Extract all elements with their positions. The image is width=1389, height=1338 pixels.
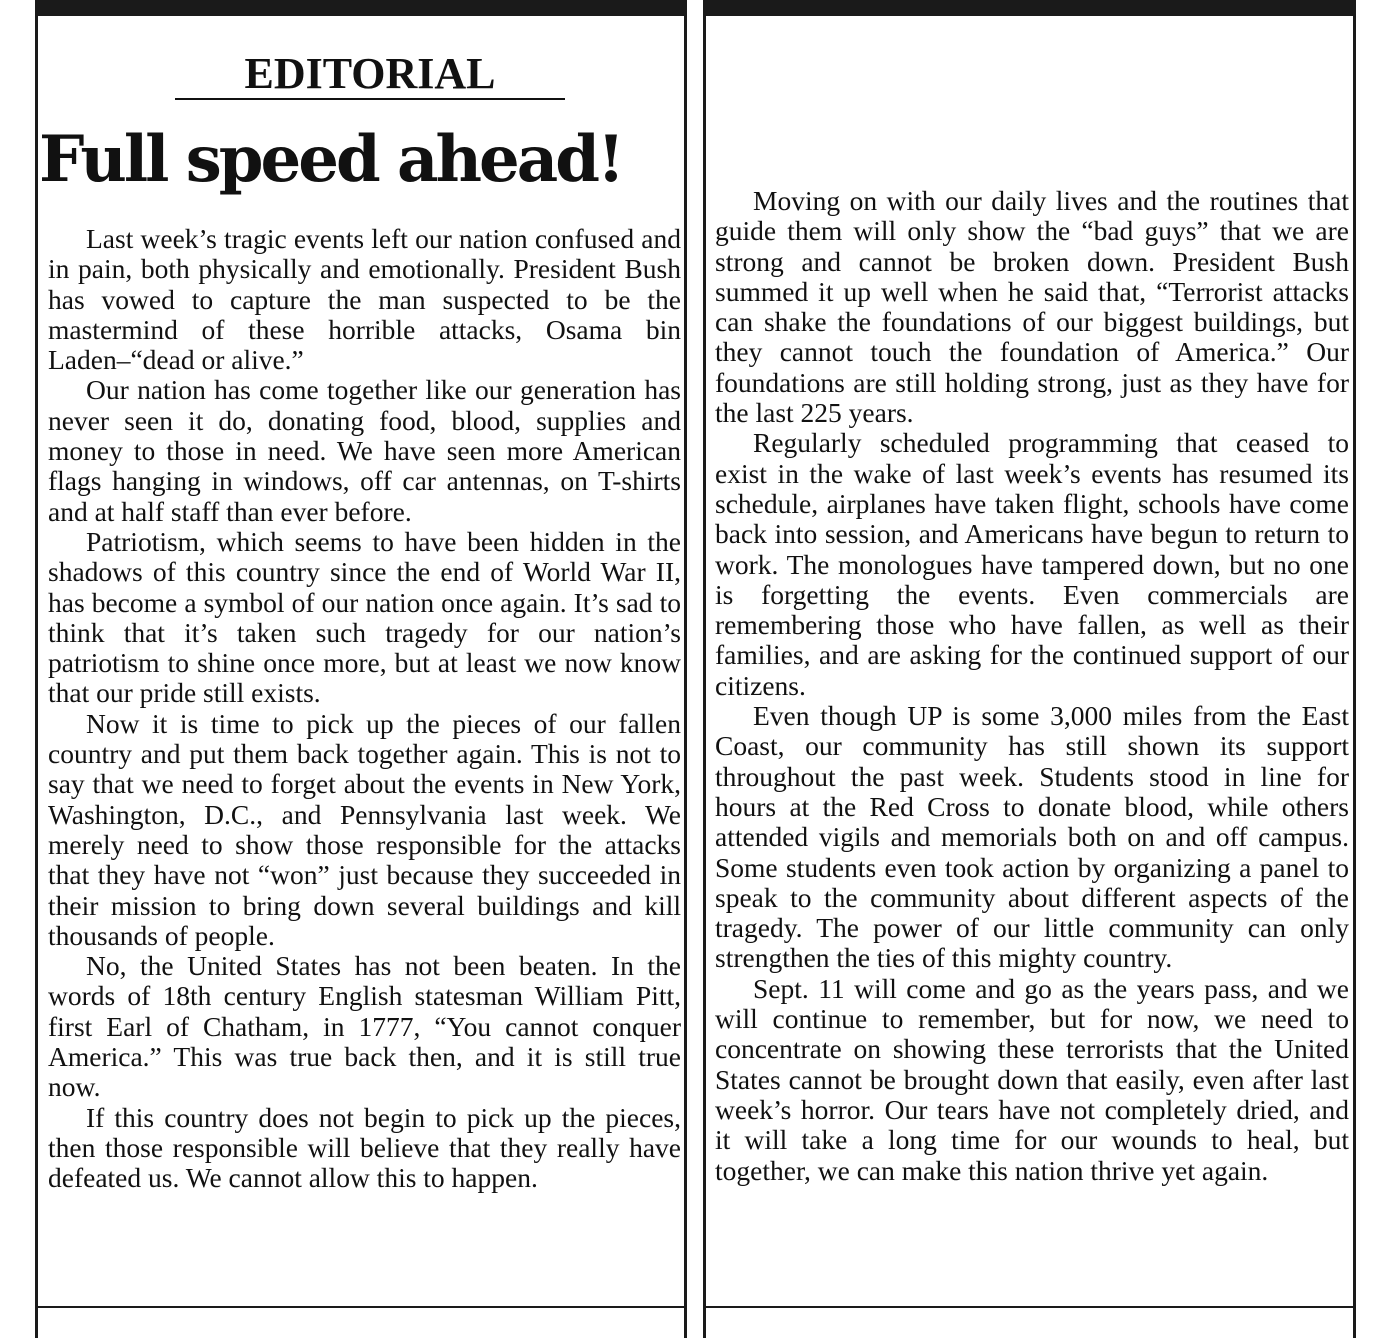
paragraph: Patriotism, which seems to have been hidden in the shadows of this country since the end of World War II, has become a symbol of our nation once again. It’s sad to think that it’s taken such tragedy for our nation’s patriotism to shine once more, but at least we now know that our pride still exists.	[48, 525, 681, 709]
paragraph: Our nation has come together like our generation has never seen it do, donating food, blood, supplies and money to those in need. We have seen more American flags hanging in windows, off car antennas, on T-shirts and at half staff than ever before.	[48, 374, 681, 527]
kicker-underline	[175, 98, 565, 100]
left-top-bar	[35, 0, 687, 16]
right-bottom-rule	[703, 1306, 1356, 1308]
right-column-rule-outer	[1353, 14, 1356, 1338]
paragraph: No, the United States has not been beaten. In the words of 18th century English statesman William Pitt, first Earl of Chatham, in 1777, “You cannot conquer America.” This was true back then, and it is still true now.	[48, 950, 681, 1103]
paragraph: Even though UP is some 3,000 miles from the East Coast, our community has still shown its support throughout the past week. Students stood in line for hours at the Red Cross to donate blood, while others attended vigils and memorials both on and off campus. Some students even took action by organizing a panel to speak to the community about different aspects of the tragedy. The power of our little community can only strengthen the ties of this mighty country.	[715, 700, 1349, 974]
left-column	[35, 0, 687, 1338]
headline: Full speed ahead!	[39, 122, 623, 197]
right-column	[703, 0, 1356, 1338]
left-column-rule-inner	[684, 14, 687, 1338]
paragraph: Regularly scheduled programming that ceased to exist in the wake of last week’s events has resumed its schedule, airplanes have taken flight, schools have come back into session, and Americans have begun to return to work. The monologues have tampered down, but no one is forgetting the events. Even commercials are remembering those who have fallen, as well as their families, and are asking for the continued support of our citizens.	[715, 427, 1349, 701]
paragraph: Last week’s tragic events left our nation confused and in pain, both physically and emotionally. President Bush has vowed to capture the man suspected to be the mastermind of these horrible attacks, Osama bin Laden–“dead or alive.”	[48, 223, 681, 376]
right-top-bar	[703, 0, 1356, 16]
section-kicker: EDITORIAL	[244, 49, 496, 98]
paragraph: Now it is time to pick up the pieces of our fallen country and put them back together again. This is not to say that we need to forget about the events in New York, Washington, D.C., and Pennsylvania last week. We merely need to show those responsible for the attacks that they have not “won” just because they succeeded in their mission to bring down several buildings and kill thousands of people.	[48, 707, 681, 951]
right-column-rule-inner	[703, 14, 706, 1338]
left-column-rule-outer	[35, 14, 38, 1338]
paragraph: If this country does not begin to pick up the pieces, then those responsible will believe that they really have defeated us. We cannot allow this to happen.	[48, 1101, 681, 1194]
left-body-text	[48, 224, 681, 1194]
paragraph: Moving on with our daily lives and the routines that guide them will only show the “bad guys” that we are strong and cannot be broken down. President Bush summed it up well when he said that, “Terrorist attacks can shake the foundations of our biggest buildings, but they cannot touch the foundation of America.” Our foundations are still holding strong, just as they have for the last 225 years.	[715, 185, 1349, 429]
left-bottom-rule	[35, 1306, 687, 1308]
right-body-text	[715, 186, 1349, 1186]
paragraph: Sept. 11 will come and go as the years pass, and we will continue to remember, but for now, we need to concentrate on showing these terrorists that the United States cannot be brought down that easily, even after last week’s horror. Our tears have not completely dried, and it will take a long time for our wounds to heal, but together, we can make this nation thrive yet again.	[715, 972, 1349, 1186]
